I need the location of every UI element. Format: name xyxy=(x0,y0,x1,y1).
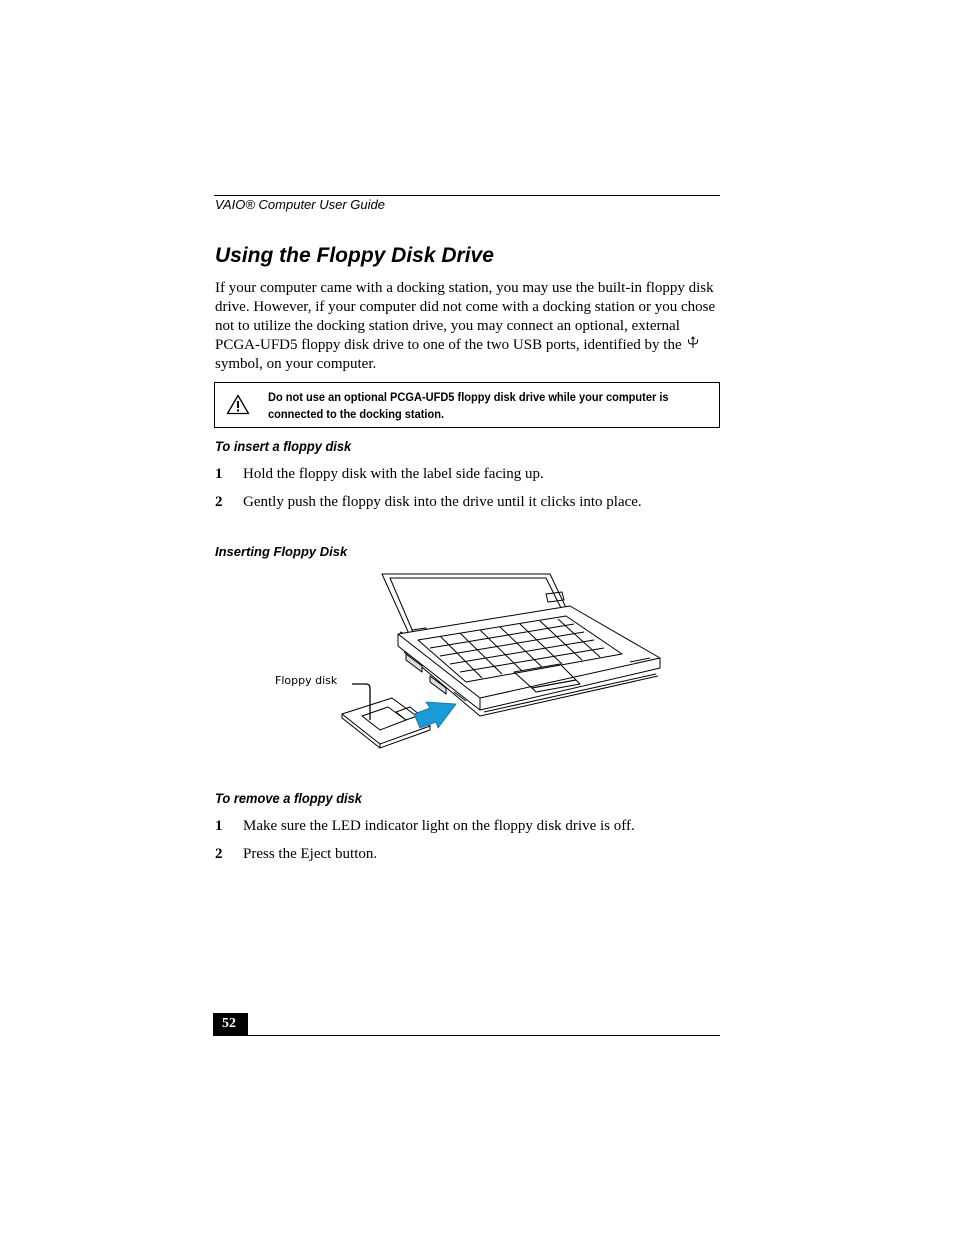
step-number: 2 xyxy=(215,494,223,510)
intro-paragraph xyxy=(215,279,723,374)
caution-box xyxy=(214,382,720,428)
header-rule xyxy=(214,195,720,196)
laptop-illustration xyxy=(382,574,660,716)
footer-rule xyxy=(214,1035,720,1036)
insert-arrow-icon xyxy=(414,702,456,728)
step-number: 2 xyxy=(215,846,223,862)
step-text: Gently push the floppy disk into the drive until it clicks into place. xyxy=(243,494,642,510)
step-text: Hold the floppy disk with the label side facing up. xyxy=(243,466,544,482)
step-number: 1 xyxy=(215,818,223,834)
floppy-disk-callout-label: Floppy disk xyxy=(275,674,338,687)
running-head: VAIO® Computer User Guide xyxy=(215,197,385,212)
step-number: 1 xyxy=(215,466,223,482)
page-number: 52 xyxy=(222,1016,236,1031)
floppy-disk-illustration xyxy=(342,698,430,748)
figure-caption: Inserting Floppy Disk xyxy=(215,544,348,559)
insert-heading: To insert a floppy disk xyxy=(215,438,352,454)
caution-text: Do not use an optional PCGA-UFD5 floppy disk drive while your computer is connected to the docking station. xyxy=(268,390,669,421)
intro-text: If your computer came with a docking station, you may use the built-in floppy disk drive. However, if your computer did not come with a docking station or you chose not to utilize the docking station drive, you may connect an optional, external PCGA-UFD5 floppy disk drive to one of the two USB ports, identified by the xyxy=(215,280,716,353)
usb-icon xyxy=(687,336,699,355)
step-text: Press the Eject button. xyxy=(243,846,378,862)
step-text: Make sure the LED indicator light on the floppy disk drive is off. xyxy=(243,818,635,834)
remove-heading: To remove a floppy disk xyxy=(215,790,362,806)
page-number-box xyxy=(213,1013,248,1036)
warning-triangle-icon xyxy=(226,394,250,420)
inserting-floppy-disk-illustration xyxy=(270,570,670,765)
page-title: Using the Floppy Disk Drive xyxy=(215,244,494,267)
intro-text-end: symbol, on your computer. xyxy=(215,356,377,372)
